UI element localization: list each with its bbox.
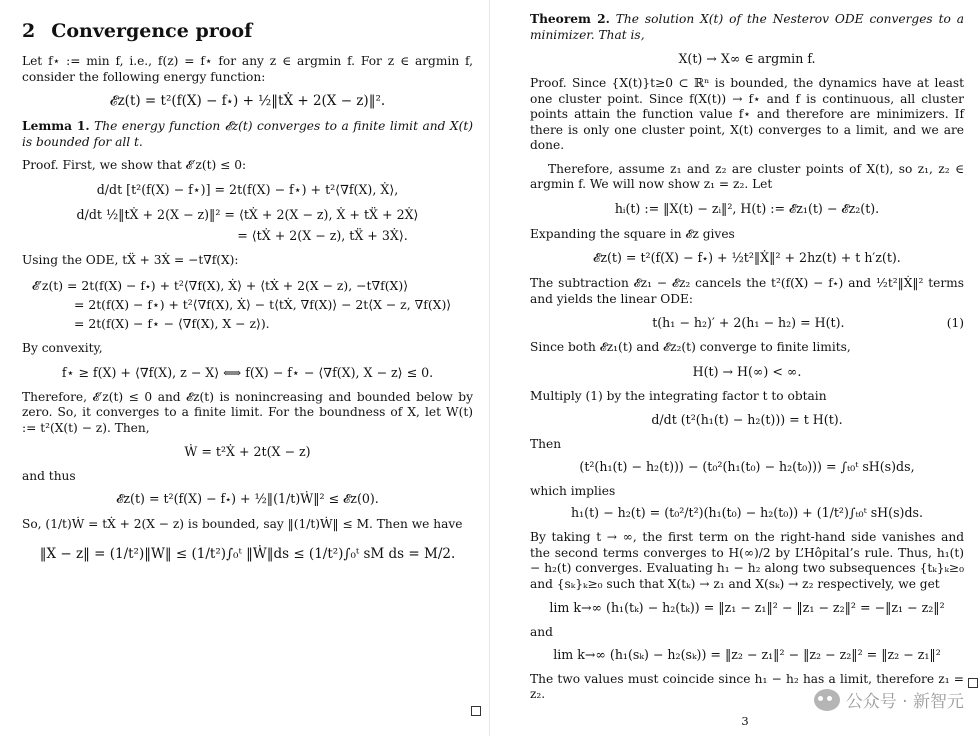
- multiply-text: Multiply (1) by the integrating factor t to obtain: [530, 388, 827, 403]
- difference-equation: h₁(t) − h₂(t) = (t₀²/t²)(h₁(t₀) − h₂(t₀)) + (1/t²)∫ₜ₀ᵗ sH(s)ds.: [571, 505, 923, 520]
- limit-equation-1: lim k→∞ (h₁(tₖ) − h₂(tₖ)) = ‖z₁ − z₁‖² − ‖z₁ − z₂‖² = −‖z₁ − z₂‖²: [549, 600, 945, 615]
- proof-paragraph-1: Proof. Since {X(t)}t≥0 ⊂ ℝⁿ is bounded, the dynamics have at least one cluster point. Since f(X(t)) → f⋆ and f is continuous, all cluster points attain the function value f⋆ and therefore are minimizers. If there is only one cluster point, X(t) converges to a limit, and we are done.: [530, 76, 964, 152]
- linear-ode-expression: t(h₁ − h₂)′ + 2(h₁ − h₂) = H(t).: [652, 315, 845, 330]
- theorem-statement: [530, 12, 964, 43]
- intro-paragraph: Let f⋆ := min f, i.e., f(z) = f⋆ for any z ∈ argmin f. For z ∈ argmin f, consider the following energy function:: [22, 54, 473, 84]
- then-text: Then: [530, 437, 562, 451]
- page-number: 3: [741, 714, 749, 728]
- final-bound-equation: ‖X − z‖ = (1/t²)‖W‖ ≤ (1/t²)∫₀ᵗ ‖Ẇ‖ds ≤ (1/t²)∫₀ᵗ sM ds = M/2.: [39, 546, 456, 562]
- therefore-paragraph: Therefore, 𝓔′z(t) ≤ 0 and 𝓔z(t) is nonincreasing and bounded below by zero. So, it converges to a finite limit. For the boundness of X, let W(t) := t²(X(t) − z). Then,: [22, 389, 473, 435]
- derivative-equation-1: d/dt [t²(f(X) − f⋆)] = 2t(f(X) − f⋆) + t²⟨∇f(X), Ẋ⟩,: [96, 181, 399, 197]
- section-number: 2: [22, 20, 36, 42]
- qed-square-icon: [471, 706, 481, 716]
- energy-equation: 𝓔z(t) = t²(f(X) − f⋆) + ½‖tẊ + 2(X − z)‖².: [109, 93, 386, 109]
- by-taking-paragraph: By taking t → ∞, the first term on the right-hand side vanishes and the second terms converges to H(∞)/2 by L’Hôpital’s rule. Thus, h₁(t) − h₂(t) converges. Evaluating h₁ − h₂ along two subsequences {tₖ}ₖ≥₀ and {sₖ}ₖ≥₀ such that X(tₖ) → z₁ and X(sₖ) → z₂ respectively, we get: [530, 530, 964, 591]
- linear-ode-equation: [530, 315, 964, 330]
- h-definition-equation: hᵢ(t) := ‖X(t) − zᵢ‖², H(t) := 𝓔z₁(t) − 𝓔z₂(t).: [614, 200, 880, 216]
- theorem-label: Theorem 2.: [530, 12, 610, 26]
- derivative-equation-2b: = ⟨tẊ + 2(X − z), tẌ + 3Ẋ⟩.: [237, 227, 408, 243]
- energy-derivative-line-2: = 2t(f(X) − f⋆) + t²⟨∇f(X), Ẋ⟩ − t⟨tẊ, ∇f(X)⟩ − 2t⟨X − z, ∇f(X)⟩: [74, 297, 452, 312]
- derivative-equation-2a: d/dt ½‖tẊ + 2(X − z)‖² = ⟨tẊ + 2(X − z), Ẋ + tẌ + 2Ẋ⟩: [76, 206, 419, 222]
- h-infinity-equation: H(t) → H(∞) < ∞.: [692, 363, 802, 379]
- proof-intro: Proof. First, we show that 𝓔′z(t) ≤ 0:: [22, 158, 247, 172]
- lemma-text: The energy function 𝓔z(t) converges to a finite limit and X(t) is bounded for all t.: [22, 119, 474, 149]
- watermark-text: 公众号 · 新智元: [845, 692, 964, 712]
- qed-square-icon: [968, 678, 978, 688]
- energy-bound-equation: 𝓔z(t) = t²(f(X) − f⋆) + ½‖(1/t)Ẇ‖² ≤ 𝓔z(0).: [116, 490, 379, 506]
- integrating-factor-equation: d/dt (t²(h₁(t) − h₂(t))) = t H(t).: [651, 412, 843, 427]
- by-convexity-text: By convexity,: [22, 341, 103, 355]
- using-ode-text: Using the ODE, tẌ + 3Ẋ = −t∇f(X):: [22, 252, 239, 267]
- lemma-statement: [22, 119, 473, 150]
- equation-tag-1: (1): [946, 315, 964, 330]
- energy-derivative-block: [22, 276, 473, 333]
- proof-paragraph-2: Therefore, assume z₁ and z₂ are cluster points of X(t), so z₁, z₂ ∈ argmin f. We will now show z₁ = z₂. Let: [530, 161, 964, 191]
- conclusion-text: The two values must coincide since h₁ − h₂ has a limit, therefore z₁ = z₂.: [530, 671, 964, 701]
- w-derivative-equation: Ẇ = t²Ẋ + 2t(X − z): [184, 444, 311, 459]
- theorem-text: The solution X(t) of the Nesterov ODE converges to a minimizer. That is,: [530, 12, 964, 42]
- lemma-label: Lemma 1.: [22, 119, 90, 133]
- and-thus-text: and thus: [22, 469, 76, 483]
- energy-derivative-line-3: = 2t(f(X) − f⋆ − ⟨∇f(X), X − z⟩).: [74, 316, 270, 331]
- section-title: Convergence proof: [51, 20, 253, 42]
- expanded-energy-equation: 𝓔z(t) = t²(f(X) − f⋆) + ½t²‖Ẋ‖² + 2hz(t) + t h′z(t).: [593, 250, 901, 265]
- right-page: [510, 0, 980, 736]
- expanding-text: Expanding the square in 𝓔z gives: [530, 226, 735, 241]
- energy-derivative-line-1: 𝓔′z(t) = 2t(f(X) − f⋆) + t²⟨∇f(X), Ẋ⟩ + ⟨tẊ + 2(X − z), −t∇f(X)⟩: [32, 278, 409, 293]
- limit-equation-2: lim k→∞ (h₁(sₖ) − h₂(sₖ)) = ‖z₂ − z₁‖² − ‖z₂ − z₂‖² = ‖z₂ − z₁‖²: [553, 646, 941, 662]
- watermark: [814, 687, 964, 712]
- since-both-text: Since both 𝓔z₁(t) and 𝓔z₂(t) converge to finite limits,: [530, 340, 851, 354]
- so-bounded-text: So, (1/t)Ẇ = tẊ + 2(X − z) is bounded, say ‖(1/t)Ẇ‖ ≤ M. Then we have: [22, 516, 463, 531]
- theorem-equation: X(t) → X∞ ∈ argmin f.: [678, 51, 816, 66]
- integral-equation: (t²(h₁(t) − h₂(t))) − (t₀²(h₁(t₀) − h₂(t₀))) = ∫ₜ₀ᵗ sH(s)ds,: [579, 458, 915, 474]
- wechat-logo-icon: [814, 689, 840, 711]
- which-implies-text: which implies: [530, 483, 616, 498]
- convexity-equation: f⋆ ≥ f(X) + ⟨∇f(X), z − X⟩ ⟺ f(X) − f⋆ − ⟨∇f(X), X − z⟩ ≤ 0.: [61, 364, 434, 380]
- subtraction-text: The subtraction 𝓔z₁ − 𝓔z₂ cancels the t²(f(X) − f⋆) and ½t²‖Ẋ‖² terms and yields the linear ODE:: [530, 276, 964, 306]
- and-text: and: [530, 625, 553, 639]
- section-heading: [22, 20, 473, 42]
